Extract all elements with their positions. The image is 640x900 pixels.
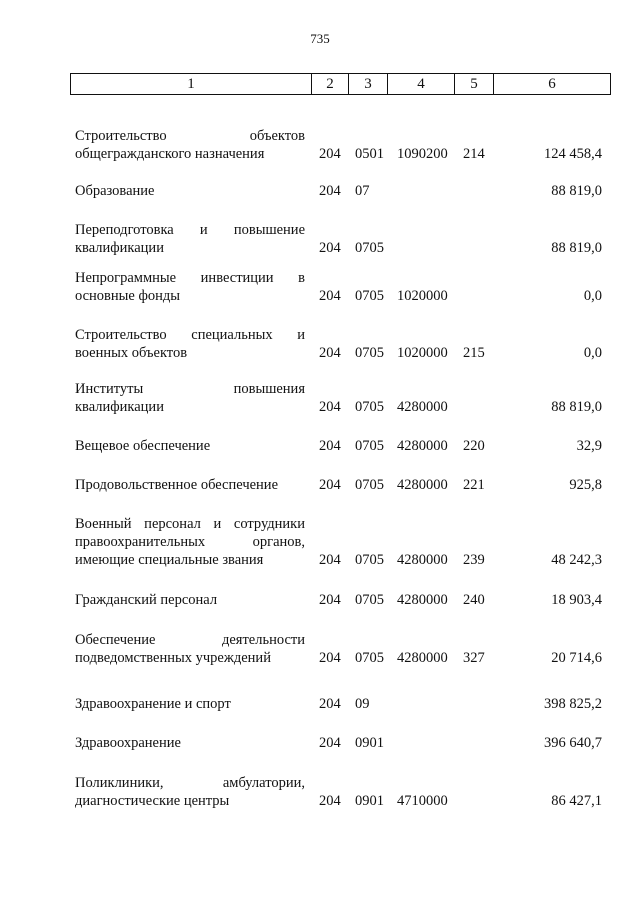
row-cell-c3: 0501: [355, 146, 384, 162]
row-cell-c5: 220: [463, 438, 485, 454]
row-cell-c4: 1090200: [397, 146, 448, 162]
row-name-line: Здравоохранение и спорт: [75, 696, 231, 712]
row-cell-c5: 239: [463, 552, 485, 568]
row-cell-c6: 48 242,3: [551, 552, 602, 568]
row-name-line: общегражданского назначения: [75, 146, 265, 162]
row-cell-c3: 0705: [355, 288, 384, 304]
row-cell-c4: 4280000: [397, 438, 448, 454]
row-cell-c2: 204: [319, 438, 341, 454]
row-cell-c2: 204: [319, 477, 341, 493]
column-header-1: 1: [71, 74, 312, 95]
row-cell-c3: 0705: [355, 592, 384, 608]
row-cell-c3: 0705: [355, 345, 384, 361]
row-cell-c4: 1020000: [397, 288, 448, 304]
row-cell-c2: 204: [319, 552, 341, 568]
row-name-line: военных объектов: [75, 345, 188, 361]
row-cell-c6: 124 458,4: [544, 146, 602, 162]
row-name-line: Здравоохранение: [75, 735, 181, 751]
row-cell-c4: 4710000: [397, 793, 448, 809]
row-cell-c6: 0,0: [583, 345, 602, 361]
column-header-3: 3: [349, 74, 388, 95]
row-cell-c4: 4280000: [397, 399, 448, 415]
row-cell-c5: 240: [463, 592, 485, 608]
row-cell-c6: 32,9: [576, 438, 602, 454]
row-cell-c6: 18 903,4: [551, 592, 602, 608]
row-name-line: Вещевое обеспечение: [75, 438, 211, 454]
row-name-line: подведомственных учреждений: [75, 650, 271, 666]
row-cell-c3: 0705: [355, 438, 384, 454]
row-cell-c3: 09: [355, 696, 370, 712]
row-name-line: Продовольственное обеспечение: [75, 477, 278, 493]
row-cell-c6: 88 819,0: [551, 183, 602, 199]
row-cell-c2: 204: [319, 146, 341, 162]
row-cell-c3: 0705: [355, 650, 384, 666]
row-cell-c4: 4280000: [397, 477, 448, 493]
row-cell-c2: 204: [319, 399, 341, 415]
row-cell-c6: 0,0: [583, 288, 602, 304]
row-cell-c5: 214: [463, 146, 485, 162]
row-name-line: Военный персонал и сотрудники: [75, 516, 305, 532]
row-name-line: квалификации: [75, 240, 164, 256]
row-cell-c4: 4280000: [397, 552, 448, 568]
row-name-line: имеющие специальные звания: [75, 552, 264, 568]
row-cell-c2: 204: [319, 240, 341, 256]
row-cell-c6: 88 819,0: [551, 399, 602, 415]
row-cell-c6: 398 825,2: [544, 696, 602, 712]
row-cell-c3: 0901: [355, 735, 384, 751]
row-cell-c6: 88 819,0: [551, 240, 602, 256]
row-cell-c6: 20 714,6: [551, 650, 602, 666]
row-cell-c3: 0705: [355, 552, 384, 568]
row-name-line: Обеспечение деятельности: [75, 632, 305, 648]
row-cell-c2: 204: [319, 183, 341, 199]
row-cell-c4: 4280000: [397, 592, 448, 608]
row-cell-c2: 204: [319, 793, 341, 809]
row-cell-c4: 1020000: [397, 345, 448, 361]
row-name: [75, 774, 305, 810]
row-cell-c2: 204: [319, 735, 341, 751]
row-cell-c6: 396 640,7: [544, 735, 602, 751]
row-cell-c2: 204: [319, 696, 341, 712]
row-cell-c5: 327: [463, 650, 485, 666]
page-number: 735: [310, 31, 330, 46]
row-name-line: Образование: [75, 183, 155, 199]
row-cell-c3: 07: [355, 183, 370, 199]
row-cell-c5: 215: [463, 345, 485, 361]
row-cell-c3: 0705: [355, 240, 384, 256]
column-header-5: 5: [455, 74, 494, 95]
row-name-line: Переподготовка и повышение: [75, 222, 305, 238]
column-header-4: 4: [388, 74, 455, 95]
row-cell-c4: 4280000: [397, 650, 448, 666]
row-cell-c3: 0705: [355, 477, 384, 493]
row-name-line: Непрограммные инвестиции в: [75, 270, 305, 286]
row-name-line: правоохранительных органов,: [75, 534, 305, 550]
row-cell-c2: 204: [319, 345, 341, 361]
row-cell-c2: 204: [319, 650, 341, 666]
row-name-line: Поликлиники, амбулатории,: [75, 775, 305, 791]
column-header-2: 2: [312, 74, 349, 95]
row-cell-c6: 925,8: [569, 477, 602, 493]
row-name-line: квалификации: [75, 399, 164, 415]
row-cell-c2: 204: [319, 288, 341, 304]
row-name-line: Гражданский персонал: [75, 592, 218, 608]
column-header-6: 6: [494, 74, 611, 95]
row-cell-c3: 0901: [355, 793, 384, 809]
row-cell-c3: 0705: [355, 399, 384, 415]
row-name-line: Строительство специальных и: [75, 327, 305, 343]
row-cell-c2: 204: [319, 592, 341, 608]
row-name-line: основные фонды: [75, 288, 180, 304]
row-name-line: Институты повышения: [75, 381, 305, 397]
row-name-line: Строительство объектов: [75, 128, 305, 144]
row-name-line: диагностические центры: [75, 793, 230, 809]
row-cell-c5: 221: [463, 477, 485, 493]
row-cell-c6: 86 427,1: [551, 793, 602, 809]
